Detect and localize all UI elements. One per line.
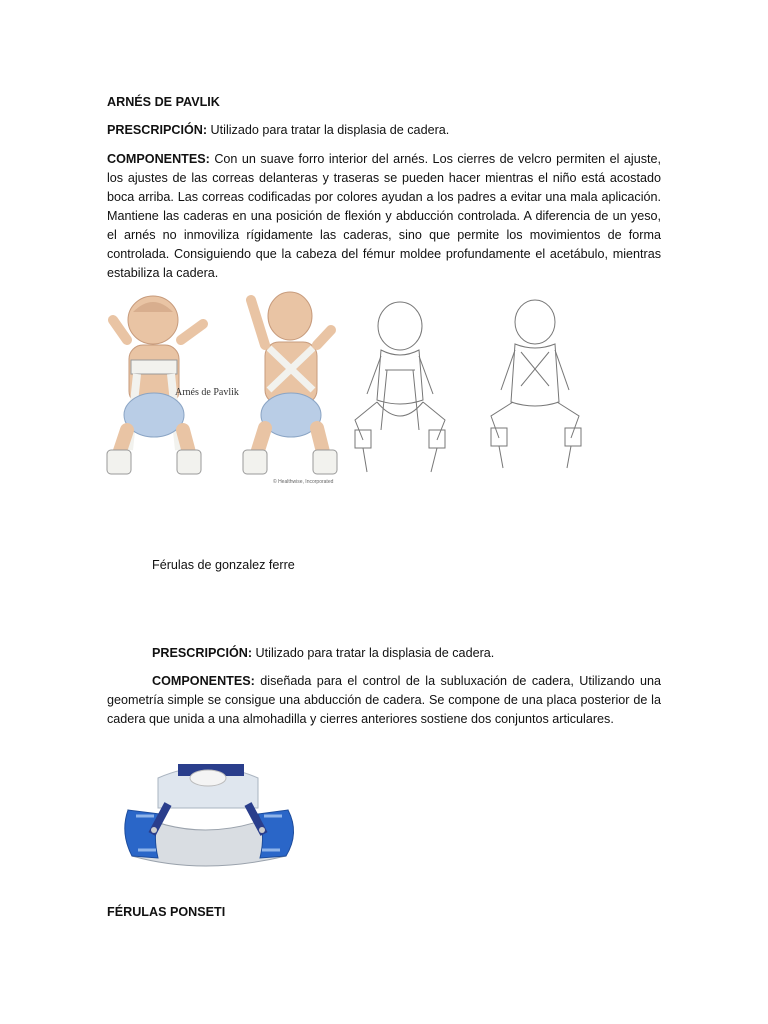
baby-back-sketch-illustration — [491, 300, 581, 468]
figure-label: Arnés de Pavlik — [175, 387, 239, 398]
prescription-label: PRESCRIPCIÓN: — [152, 646, 253, 660]
prescription-label: PRESCRIPCIÓN: — [107, 123, 208, 137]
section-title-ponseti: FÉRULAS PONSETI — [107, 905, 226, 919]
components-text: Con un suave forro interior del arnés. Los cierres de velcro permiten el ajuste, los ajustes de las correas delanteras y traseras se pueden hacer mientras el niño está acostado boca arriba. Las correas codificadas por colores ayudan a los padres a evitar una mala aplicación. Mantiene las caderas en una posición de flexión y abducción controlada. A diferencia de un yeso, el arnés no inmoviliza rígidamente las caderas, sino que permite los movimientos de forma controlada. Consiguiendo que la cabeza del fémur moldee profundamente el acetábulo, mientras estabiliza la cadera. — [107, 152, 661, 280]
section-title-pavlik: ARNÉS DE PAVLIK — [107, 95, 220, 109]
baby-back-color-illustration — [243, 292, 337, 474]
baby-front-color-illustration — [107, 296, 203, 474]
ferre-prescription — [152, 644, 494, 663]
hip-abduction-splint-illustration — [125, 764, 294, 866]
components-text: diseñada para el control de la subluxación de cadera, Utilizando una geometría simple se consigue una abducción de cadera. Se compone de una placa posterior de la cadera que unida a una almohadilla y cierres anteriores sostiene dos conjuntos articulares. — [107, 674, 661, 726]
pavlik-prescription — [107, 121, 667, 140]
components-label: COMPONENTES: — [152, 674, 255, 688]
prescription-text: Utilizado para tratar la displasia de cadera. — [252, 646, 495, 660]
baby-front-sketch-illustration — [355, 302, 445, 472]
ferre-components — [107, 672, 661, 729]
pavlik-components — [107, 150, 661, 283]
figure-credit: © Healthwise, Incorporated — [273, 479, 334, 485]
components-label: COMPONENTES: — [107, 152, 210, 166]
prescription-text: Utilizado para tratar la displasia de cadera. — [207, 123, 450, 137]
pavlik-harness-figure — [105, 290, 595, 488]
ferre-splint-figure — [108, 738, 313, 890]
section-title-ferre: Férulas de gonzalez ferre — [152, 558, 295, 572]
